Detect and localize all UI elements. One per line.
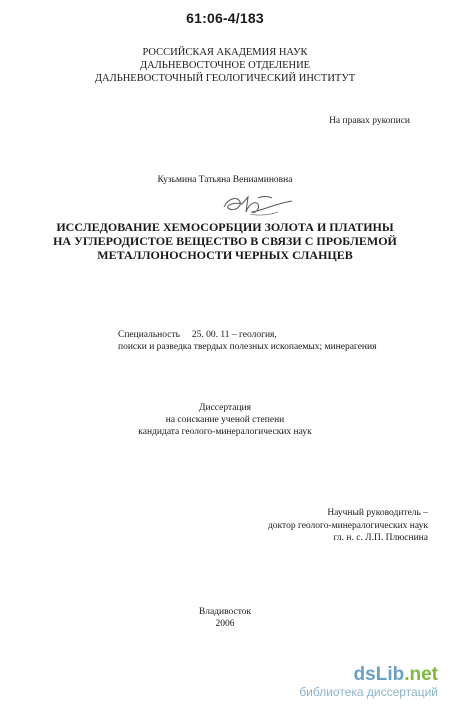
author-name: Кузьмина Татьяна Вениаминовна [157,175,293,185]
year: 2006 [215,619,235,629]
watermark-brand-tld: .net [404,664,438,685]
degree-block [0,402,450,438]
supervisor-block [238,507,428,545]
place-date-block [0,606,450,630]
organization-line: ДАЛЬНЕВОСТОЧНЫЙ ГЕОЛОГИЧЕСКИЙ ИНСТИТУТ [94,73,356,84]
dslib-watermark [299,665,438,699]
degree-line: Диссертация [199,403,251,413]
author-signature [218,192,298,218]
organization-line: РОССИЙСКАЯ АКАДЕМИЯ НАУК [142,47,308,58]
title-line: ИССЛЕДОВАНИЕ ХЕМОСОРБЦИИ ЗОЛОТА И ПЛАТИНЫ [56,220,394,234]
watermark-brand [299,665,438,685]
watermark-brand-main: dsLib [353,664,405,685]
title-line: МЕТАЛЛОНОСНОСТИ ЧЕРНЫХ СЛАНЦЕВ [97,248,353,262]
title-line: НА УГЛЕРОДИСТОЕ ВЕЩЕСТВО В СВЯЗИ С ПРОБЛЕМОЙ [53,234,397,248]
organization-line: ДАЛЬНЕВОСТОЧНОЕ ОТДЕЛЕНИЕ [139,60,311,71]
city: Владивосток [198,607,252,617]
supervisor-line: доктор геолого-минералогических наук [267,520,428,531]
rights-note: На правах рукописи [329,116,410,126]
supervisor-line: гл. н. с. Л.П. Плюснина [333,533,428,543]
catalog-code: 61:06-4/183 [186,10,264,26]
supervisor-line: Научный руководитель – [327,508,428,518]
specialty-line: поиски и разведка твердых полезных ископаемых; минерагения [118,342,377,352]
watermark-subtitle: библиотека диссертаций [299,685,438,699]
dissertation-title [0,220,450,262]
specialty-block [118,329,418,353]
degree-line: на соискание ученой степени [165,415,285,425]
degree-line: кандидата геолого-минералогических наук [138,427,312,437]
specialty-line: Специальность 25. 00. 11 – геология, [118,330,277,340]
organization-block [0,46,450,85]
